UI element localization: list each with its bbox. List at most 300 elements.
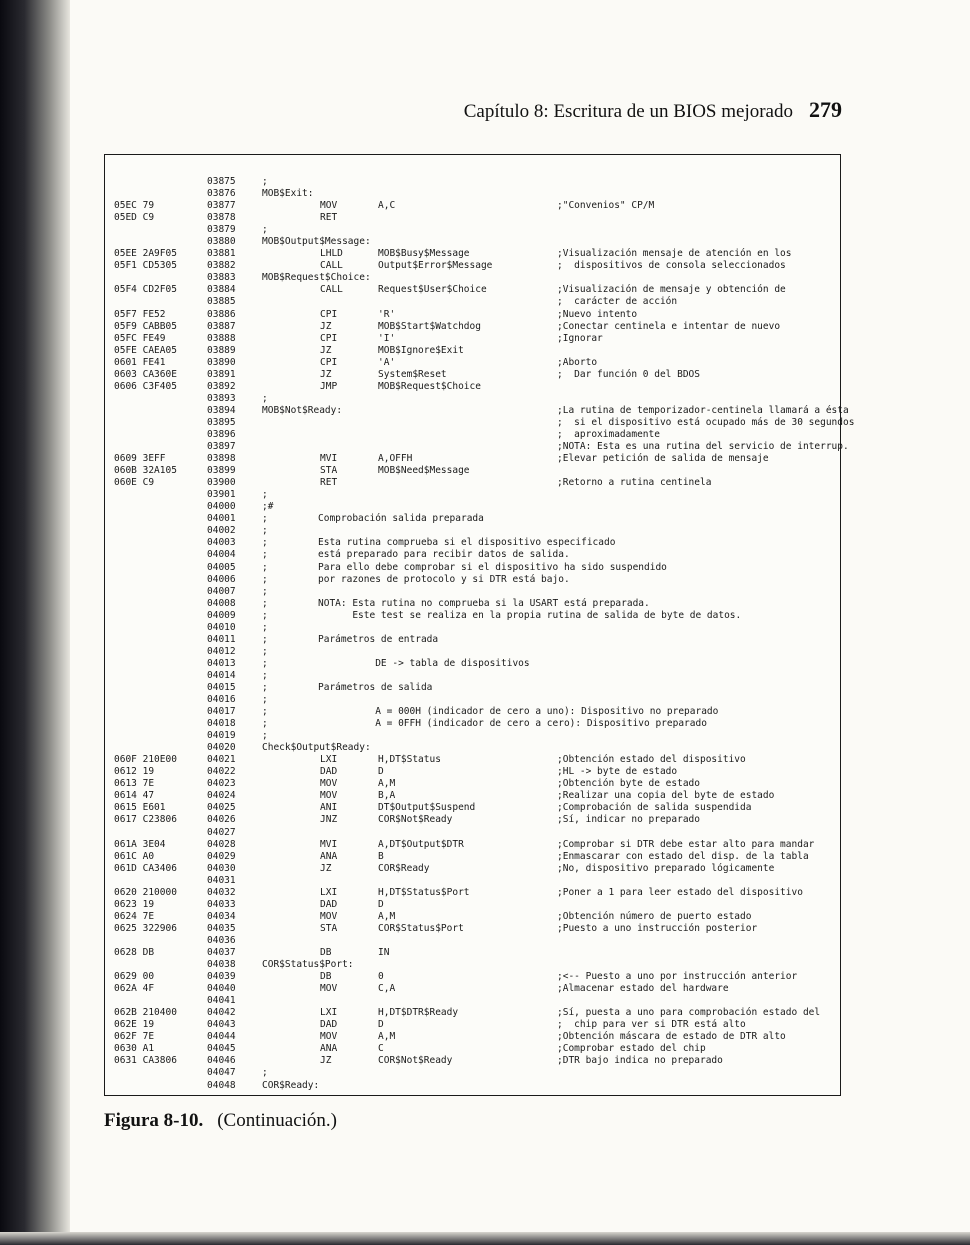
line-number: 04006 — [207, 573, 236, 585]
line-number: 04031 — [207, 874, 236, 886]
label-field: MOB$Output$Message: — [262, 236, 371, 248]
line-number: 04021 — [207, 754, 236, 766]
object-code: 0613 7E — [114, 778, 155, 790]
object-code: 0617 C23806 — [114, 814, 177, 826]
listing-line — [105, 369, 840, 381]
line-number: 03897 — [207, 441, 236, 453]
line-number: 04043 — [207, 1019, 236, 1031]
listing-line — [105, 574, 840, 586]
line-number: 04013 — [207, 657, 236, 669]
operand: MOB$Start$Watchdog — [378, 320, 481, 332]
opcode: MOV — [320, 983, 338, 995]
label-field: COR$Status$Port: — [262, 959, 354, 971]
opcode: MOV — [320, 790, 338, 802]
listing-line — [105, 875, 840, 887]
label-field: ; — [262, 669, 268, 681]
opcode: STA — [320, 465, 338, 477]
listing-line — [105, 694, 840, 706]
line-number: 03886 — [207, 308, 236, 320]
comment: ;Obtención número de puerto estado — [557, 910, 752, 922]
comment: ; chip para ver si DTR está alto — [557, 1019, 746, 1031]
line-number: 04002 — [207, 525, 236, 537]
operand: MOB$Busy$Message — [378, 248, 470, 260]
listing-line — [105, 404, 849, 417]
comment: ; aproximadamente — [557, 428, 660, 440]
block-comment: Parámetros de salida — [318, 681, 433, 693]
operand: 'I' — [378, 332, 396, 344]
page-number: 279 — [809, 97, 842, 122]
opcode: MOV — [320, 778, 338, 790]
opcode: ANI — [320, 802, 338, 814]
listing-line — [105, 176, 840, 188]
operand: D — [378, 766, 384, 778]
listing-line — [105, 284, 840, 296]
comment: ;La rutina de temporizador-centinela llamará a ésta — [557, 404, 849, 416]
listing-line — [105, 1031, 840, 1043]
opcode: MOV — [320, 200, 338, 212]
comment: ;Nuevo intento — [557, 308, 638, 320]
operand: MOB$Need$Message — [378, 465, 470, 477]
listing-line — [105, 441, 849, 453]
listing-line — [105, 321, 840, 333]
opcode: ANA — [320, 1043, 338, 1055]
label-field: ;# — [262, 501, 274, 513]
comment: ;Comprobación de salida suspendida — [557, 802, 752, 814]
operand: B,A — [378, 790, 396, 802]
object-code: 0609 3EFF — [114, 453, 166, 465]
object-code: 0625 322906 — [114, 922, 177, 934]
line-number: 04018 — [207, 718, 236, 730]
line-number: 04000 — [207, 501, 236, 513]
operand: COR$Status$Port — [378, 922, 464, 934]
listing-line — [105, 658, 840, 670]
listing-line — [105, 1007, 840, 1019]
listing-line — [105, 742, 840, 754]
comment: ;Aborto — [557, 356, 598, 368]
opcode: ANA — [320, 850, 338, 862]
line-number: 04020 — [207, 742, 236, 754]
object-code: 062E 19 — [114, 1019, 155, 1031]
listing-line — [105, 923, 840, 935]
object-code: 0620 210000 — [114, 886, 177, 898]
listing-line — [105, 1043, 840, 1055]
figure-label: Figura 8-10. — [104, 1110, 204, 1131]
comment: ;Obtención estado del dispositivo — [557, 754, 746, 766]
listing-line — [105, 562, 840, 574]
object-code: 0624 7E — [114, 910, 155, 922]
operand: 'A' — [378, 356, 396, 368]
opcode: JNZ — [320, 814, 338, 826]
listing-line — [105, 718, 840, 730]
object-code: 0631 CA3806 — [114, 1055, 177, 1067]
object-code: 05F4 CD2F05 — [114, 284, 177, 296]
label-field: ; — [262, 537, 268, 549]
opcode: JZ — [320, 320, 332, 332]
object-code: 0628 DB — [114, 947, 155, 958]
line-number: 04011 — [207, 633, 236, 645]
operand: DT$Output$Suspend — [378, 802, 476, 814]
listing-line — [105, 995, 840, 1007]
object-code: 062B 210400 — [114, 1007, 177, 1019]
listing-line — [105, 682, 840, 694]
opcode: LXI — [320, 886, 338, 898]
object-code: 05EE 2A9F05 — [114, 248, 177, 260]
line-number: 03878 — [207, 212, 236, 224]
opcode: LXI — [320, 1007, 338, 1019]
line-number: 03875 — [207, 176, 236, 187]
block-comment: Para ello debe comprobar si el dispositivo ha sido suspendido — [318, 561, 667, 573]
object-code: 05F7 FE52 — [114, 308, 166, 320]
line-number: 04037 — [207, 947, 236, 958]
label-field: ; — [262, 633, 268, 645]
comment: ;Comprobar estado del chip — [557, 1043, 706, 1055]
page-bottom-edge — [0, 1232, 970, 1245]
label-field: ; — [262, 549, 268, 561]
comment: ;Poner a 1 para leer estado del dispositivo — [557, 886, 803, 898]
line-number: 04030 — [207, 862, 236, 874]
listing-line — [105, 453, 840, 465]
block-comment: A = 000H (indicador de cero a uno): Dispositivo no preparado — [318, 706, 719, 718]
label-field: ; — [262, 489, 268, 501]
code-listing-frame — [104, 154, 855, 1096]
label-field: MOB$Not$Ready: — [262, 404, 343, 416]
line-number: 03889 — [207, 344, 236, 356]
line-number: 04009 — [207, 609, 236, 621]
listing-line — [105, 586, 840, 598]
listing-line — [105, 778, 840, 790]
label-field: ; — [262, 694, 268, 706]
listing-line — [105, 1055, 840, 1067]
listing-line — [105, 863, 840, 875]
listing-line — [105, 429, 840, 441]
comment: ;<-- Puesto a uno por instrucción anterior — [557, 971, 798, 983]
comment: ;Ignorar — [557, 332, 603, 344]
operand: MOB$Ignore$Exit — [378, 344, 464, 356]
object-code: 0614 47 — [114, 790, 155, 802]
opcode: JZ — [320, 1055, 332, 1067]
line-number: 04025 — [207, 802, 236, 814]
listing-line — [105, 754, 840, 766]
opcode: DB — [320, 947, 332, 958]
comment: ;Conectar centinela e intentar de nuevo — [557, 320, 781, 332]
line-number: 04027 — [207, 826, 236, 838]
object-code: 061C A0 — [114, 850, 155, 862]
object-code: 05FE CAEA05 — [114, 344, 177, 356]
comment: ;Sí, indicar no preparado — [557, 814, 700, 826]
opcode: CALL — [320, 284, 343, 296]
listing-line — [105, 381, 840, 393]
operand: Output$Error$Message — [378, 260, 493, 272]
operand: A,M — [378, 1031, 396, 1043]
label-field: MOB$Request$Choice: — [262, 272, 371, 284]
comment: ; dispositivos de consola seleccionados — [557, 260, 786, 272]
line-number: 03884 — [207, 284, 236, 296]
label-field: ; — [262, 1067, 268, 1079]
opcode: MVI — [320, 453, 338, 465]
line-number: 04029 — [207, 850, 236, 862]
object-code: 05FC FE49 — [114, 332, 166, 344]
block-comment: Comprobación salida preparada — [318, 513, 484, 525]
object-code: 060E C9 — [114, 477, 155, 489]
operand: COR$Ready — [378, 862, 430, 874]
listing-line — [105, 959, 840, 971]
opcode: JMP — [320, 380, 338, 392]
listing-line — [105, 477, 840, 489]
opcode: MOV — [320, 910, 338, 922]
listing-line — [105, 634, 840, 646]
opcode: MOV — [320, 1031, 338, 1043]
object-code: 0606 C3F405 — [114, 380, 177, 392]
listing-line — [105, 1019, 840, 1031]
listing-line — [105, 610, 840, 622]
line-number: 04047 — [207, 1067, 236, 1079]
chapter-title: Capítulo 8: Escritura de un BIOS mejorado — [463, 101, 793, 122]
listing-line — [105, 802, 840, 814]
object-code: 061D CA3406 — [114, 862, 177, 874]
opcode: JZ — [320, 368, 332, 380]
object-code: 05F1 CD5305 — [114, 260, 177, 272]
listing-line — [105, 766, 840, 778]
line-number: 03882 — [207, 260, 236, 272]
operand: A,OFFH — [378, 453, 413, 465]
line-number: 04015 — [207, 681, 236, 693]
object-code: 060B 32A105 — [114, 465, 177, 477]
listing-line — [105, 212, 840, 224]
label-field: ; — [262, 706, 268, 718]
opcode: DAD — [320, 766, 338, 778]
listing-line — [105, 598, 840, 610]
comment: ;No, dispositivo preparado lógicamente — [557, 862, 775, 874]
block-comment: por razones de protocolo y si DTR está bajo. — [318, 573, 570, 585]
comment: ;Realizar una copia del byte de estado — [557, 790, 775, 802]
listing-line — [105, 248, 840, 260]
line-number: 04007 — [207, 585, 236, 597]
opcode: JZ — [320, 344, 332, 356]
line-number: 03888 — [207, 332, 236, 344]
comment: ;Obtención byte de estado — [557, 778, 700, 790]
listing-line — [105, 814, 840, 826]
listing-line — [105, 260, 840, 272]
operand: H,DT$Status$Port — [378, 886, 470, 898]
operand: A,C — [378, 200, 396, 212]
comment: ;HL -> byte de estado — [557, 766, 678, 778]
figure-caption-text: (Continuación.) — [217, 1110, 337, 1131]
opcode: CPI — [320, 332, 338, 344]
object-code: 062A 4F — [114, 983, 155, 995]
listing-line — [105, 622, 840, 634]
listing-line — [105, 947, 840, 959]
line-number: 03887 — [207, 320, 236, 332]
listing-line — [105, 1067, 840, 1079]
listing-line — [105, 887, 840, 899]
block-comment: Este test se realiza en la propia rutina de salida de byte de datos. — [318, 609, 742, 621]
object-code: 0629 00 — [114, 971, 155, 983]
comment: ; carácter de acción — [557, 296, 678, 308]
operand: MOB$Request$Choice — [378, 380, 481, 392]
line-number: 03885 — [207, 296, 236, 308]
listing-line — [105, 272, 840, 284]
operand: Request$User$Choice — [378, 284, 487, 296]
listing-line — [105, 537, 840, 549]
line-number: 04008 — [207, 597, 236, 609]
listing-line — [105, 513, 840, 525]
line-number: 04023 — [207, 778, 236, 790]
block-comment: está preparado para recibir datos de salida. — [318, 549, 570, 561]
assembly-listing — [105, 176, 855, 1092]
object-code: 0612 19 — [114, 766, 155, 778]
label-field: ; — [262, 585, 268, 597]
operand: COR$Not$Ready — [378, 1055, 453, 1067]
object-code: 062F 7E — [114, 1031, 155, 1043]
operand: A,M — [378, 778, 396, 790]
line-number: 04041 — [207, 995, 236, 1007]
line-number: 04005 — [207, 561, 236, 573]
line-number: 03876 — [207, 188, 236, 200]
line-number: 04012 — [207, 645, 236, 657]
listing-line — [105, 309, 840, 321]
comment: ;Elevar petición de salida de mensaje — [557, 453, 769, 465]
comment: ;Puesto a uno instrucción posterior — [557, 922, 758, 934]
opcode: MVI — [320, 838, 338, 850]
object-code: 0615 E601 — [114, 802, 166, 814]
object-code: 0603 CA360E — [114, 368, 177, 380]
listing-line — [105, 851, 840, 863]
operand: H,DT$DTR$Ready — [378, 1007, 459, 1019]
comment: ;Retorno a rutina centinela — [557, 477, 712, 489]
listing-line — [105, 935, 840, 947]
label-field: ; — [262, 561, 268, 573]
label-field: ; — [262, 718, 268, 730]
listing-line — [105, 416, 855, 429]
line-number: 04044 — [207, 1031, 236, 1043]
object-code: 0601 FE41 — [114, 356, 166, 368]
line-number: 04035 — [207, 922, 236, 934]
comment: ; si el dispositivo está ocupado más de 30 segundos — [557, 416, 855, 428]
line-number: 04016 — [207, 694, 236, 706]
opcode: CPI — [320, 356, 338, 368]
line-number: 04032 — [207, 886, 236, 898]
line-number: 04039 — [207, 971, 236, 983]
line-number: 03892 — [207, 380, 236, 392]
line-number: 03894 — [207, 404, 236, 416]
opcode: STA — [320, 922, 338, 934]
operand: IN — [378, 947, 390, 958]
object-code: 05F9 CABB05 — [114, 320, 177, 332]
line-number: 03896 — [207, 428, 236, 440]
label-field: ; — [262, 176, 268, 187]
label-field: COR$Ready: — [262, 1079, 320, 1091]
listing-line — [105, 200, 840, 212]
comment: ;Comprobar si DTR debe estar alto para mandar — [557, 838, 815, 850]
operand: 'R' — [378, 308, 396, 320]
line-number: 04010 — [207, 621, 236, 633]
comment: ;Visualización mensaje de atención en los — [557, 248, 792, 260]
opcode: DAD — [320, 1019, 338, 1031]
operand: 0 — [378, 971, 384, 983]
label-field: ; — [262, 681, 268, 693]
line-number: 04028 — [207, 838, 236, 850]
operand: C — [378, 1043, 384, 1055]
line-number: 04048 — [207, 1079, 236, 1091]
line-number: 03898 — [207, 453, 236, 465]
line-number: 04022 — [207, 766, 236, 778]
listing-line — [105, 983, 840, 995]
listing-line — [105, 188, 840, 200]
operand: COR$Not$Ready — [378, 814, 453, 826]
line-number: 03900 — [207, 477, 236, 489]
label-field: ; — [262, 513, 268, 525]
block-comment: Esta rutina comprueba si el dispositivo especificado — [318, 537, 616, 549]
line-number: 04046 — [207, 1055, 236, 1067]
comment: ;DTR bajo indica no preparado — [557, 1055, 723, 1067]
operand: H,DT$Status — [378, 754, 441, 766]
line-number: 04024 — [207, 790, 236, 802]
line-number: 03895 — [207, 416, 236, 428]
operand: D — [378, 898, 384, 910]
operand: A,M — [378, 910, 396, 922]
operand: B — [378, 850, 384, 862]
block-comment: NOTA: Esta rutina no comprueba si la USART está preparada. — [318, 597, 650, 609]
label-field: ; — [262, 730, 268, 742]
operand: D — [378, 1019, 384, 1031]
line-number: 04040 — [207, 983, 236, 995]
listing-line — [105, 706, 840, 718]
object-code: 0630 A1 — [114, 1043, 155, 1055]
line-number: 04019 — [207, 730, 236, 742]
opcode: LHLD — [320, 248, 343, 260]
line-number: 03879 — [207, 224, 236, 236]
opcode: CPI — [320, 308, 338, 320]
line-number: 03891 — [207, 368, 236, 380]
listing-line — [105, 236, 840, 248]
line-number: 03890 — [207, 356, 236, 368]
object-code: 0623 19 — [114, 898, 155, 910]
label-field: ; — [262, 525, 268, 537]
line-number: 04026 — [207, 814, 236, 826]
listing-line — [105, 357, 840, 369]
listing-line — [105, 790, 840, 802]
comment: ;"Convenios" CP/M — [557, 200, 655, 212]
listing-line — [105, 465, 840, 477]
object-code: 05ED C9 — [114, 212, 155, 224]
listing-line — [105, 345, 840, 357]
label-field: ; — [262, 573, 268, 585]
comment: ; Dar función 0 del BDOS — [557, 368, 700, 380]
label-field: ; — [262, 645, 268, 657]
listing-line — [105, 839, 840, 851]
listing-line — [105, 971, 840, 983]
line-number: 03899 — [207, 465, 236, 477]
line-number: 04004 — [207, 549, 236, 561]
listing-line — [105, 224, 840, 236]
line-number: 03883 — [207, 272, 236, 284]
line-number: 04033 — [207, 898, 236, 910]
line-number: 04034 — [207, 910, 236, 922]
line-number: 04003 — [207, 537, 236, 549]
running-header — [0, 97, 842, 123]
book-spine-shadow — [0, 0, 70, 1245]
object-code: 061A 3E04 — [114, 838, 166, 850]
label-field: ; — [262, 224, 268, 236]
line-number: 03893 — [207, 392, 236, 404]
listing-line — [105, 911, 840, 923]
opcode: DB — [320, 971, 332, 983]
opcode: RET — [320, 477, 338, 489]
listing-line — [105, 827, 840, 839]
figure-caption — [104, 1110, 337, 1132]
label-field: ; — [262, 609, 268, 621]
listing-line — [105, 899, 840, 911]
